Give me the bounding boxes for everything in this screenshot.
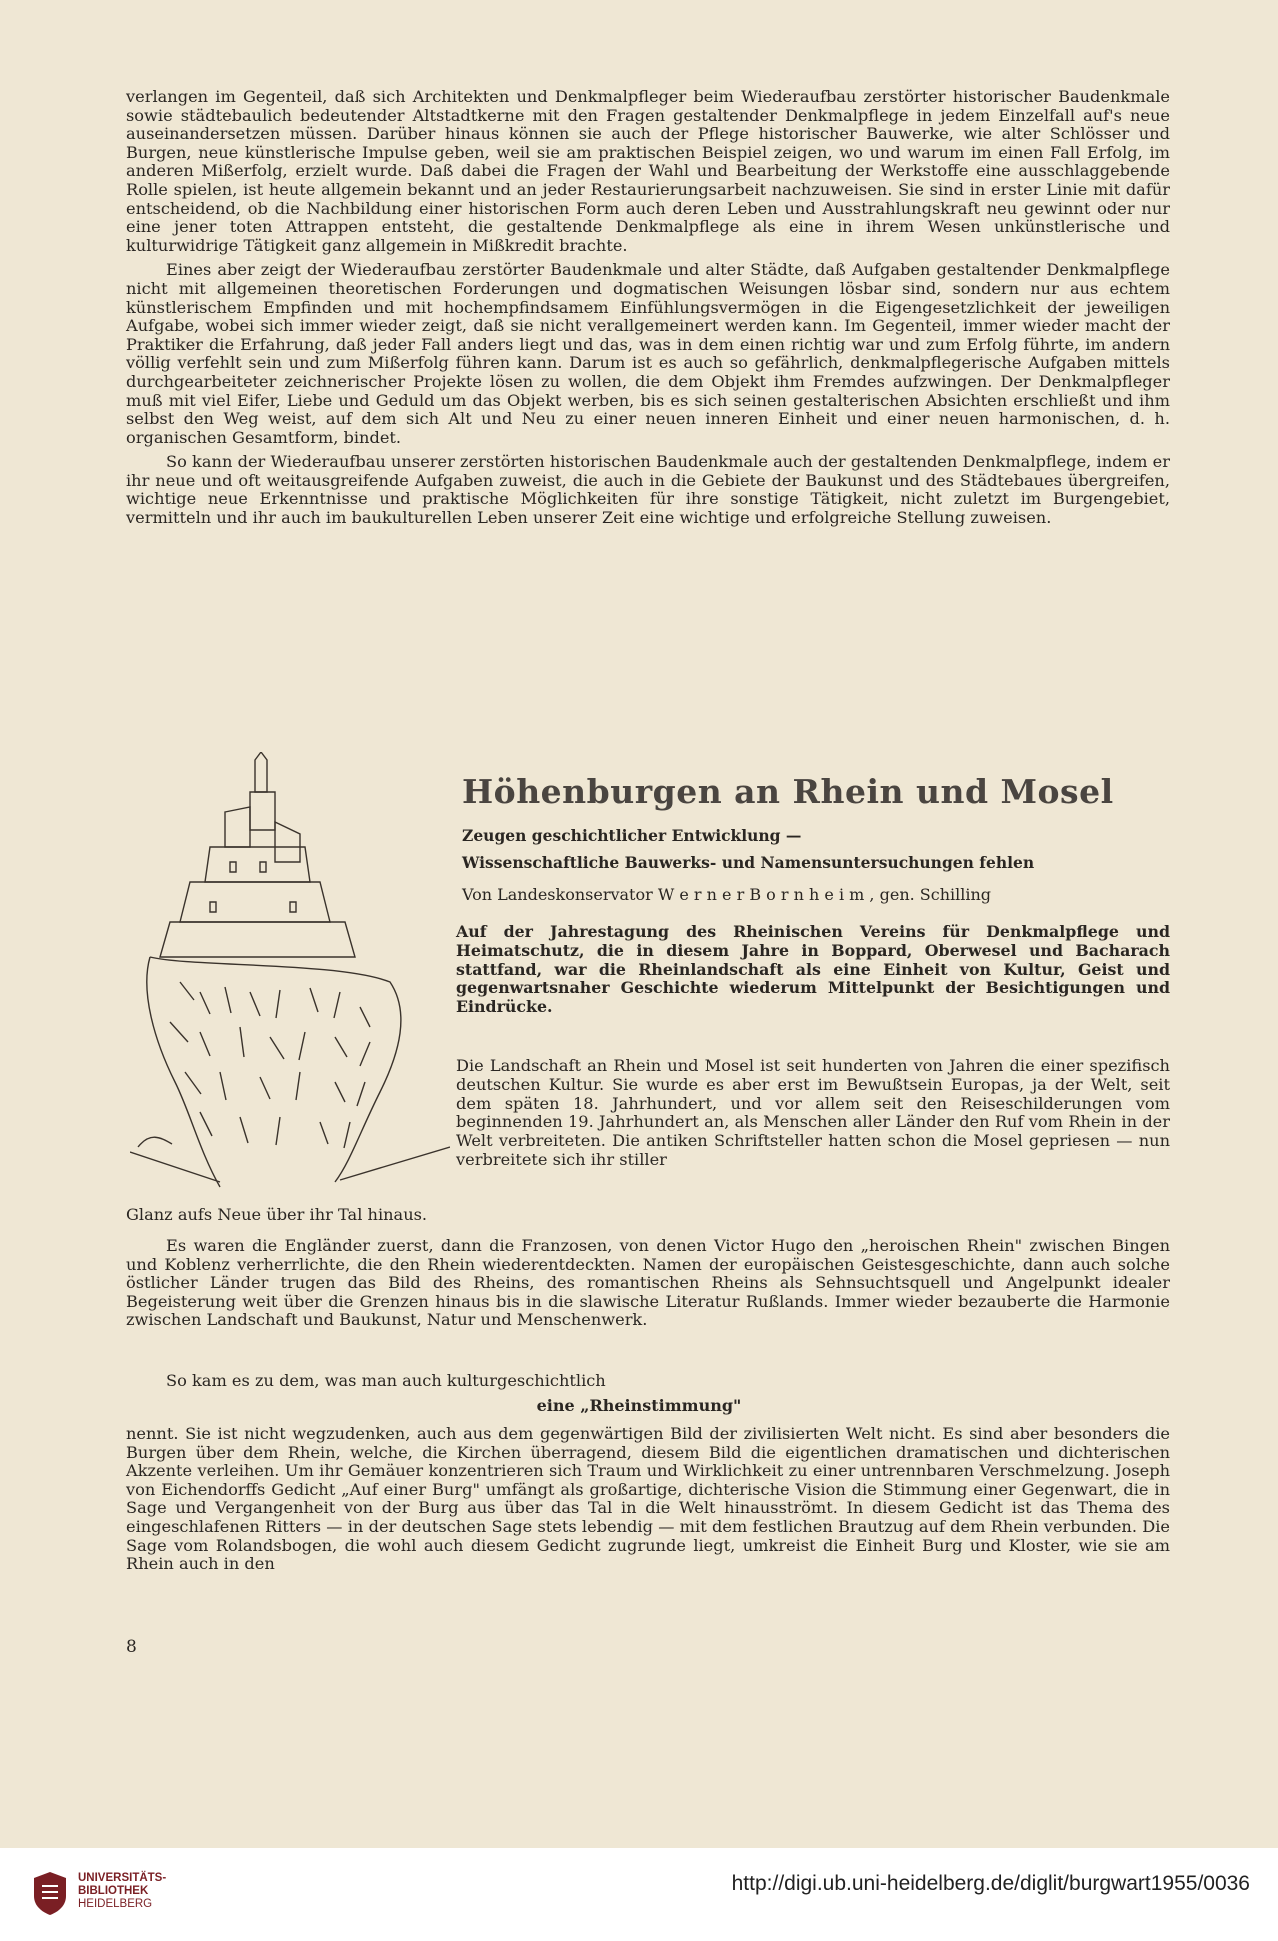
page-url-link[interactable]: http://digi.ub.uni-heidelberg.de/diglit/burgwart1955/0036 [731, 1872, 1250, 1895]
logo-line-1: UNIVERSITÄTS- [78, 1872, 167, 1884]
article-subtitle-1: Zeugen geschichtlicher Entwicklung — [462, 826, 802, 845]
article-lead: Auf der Jahrestagung des Rheinischen Vereins für Denkmalpflege und Heimatschutz, die in diesem Jahre in Boppard, Oberwesel und Bacharach stattfand, war die Rheinlandschaft als eine Einheit von Kultur, Geist und gegenwartsnaher Geschichte wiederum Mittelpunkt der Besichtigungen und Eindrücke. [456, 922, 1170, 1017]
paragraph-englaender: Es waren die Engländer zuerst, dann die Franzosen, von denen Victor Hugo den „heroischen Rhein" zwischen Bingen und Koblenz verherrlichte, die den Rhein wiederentdeckten. Namen der europäischen Geistesgeschichte, dann auch solche östlicher Länder trugen das Bild des Rheins, des romantischen Rheins als Sehnsuchtsquell und Angelpunkt idealer Begeisterung weit über die Grenzen hinaus bis in die slawische Literatur Rußlands. Immer wieder bezauberte die Harmonie zwischen Landschaft und Baukunst, Natur und Menschenwerk. [126, 1236, 1170, 1330]
article-intro: Die Landschaft an Rhein und Mosel ist seit hunderten von Jahren die einer spezifisch deutschen Kultur. Sie wurde es aber erst im Bewußtsein Europas, ja der Welt, seit dem späten 18. Jahrhundert, und vor allem seit den Reiseschilderungen vom beginnenden 19. Jahrhundert an, als Menschen aller Länder den Ruf vom Rhein in der Welt verbreiteten. Die antiken Schriftsteller hatten schon die Mosel gepriesen — nun verbreitete sich ihr stiller [456, 1056, 1170, 1169]
paragraph-3: So kann der Wiederaufbau unserer zerstörten historischen Baudenkmale auch der gestaltenden Denkmalpflege, indem er ihr neue und oft weitausgreifende Aufgaben zuweist, die auch in die Gebiete der Baukunst und des Städtebaues übergreifen, wichtige neue Erkenntnisse und praktische Möglichkeiten für ihre sonstige Tätigkeit, nicht zuletzt im Burgengebiet, vermitteln und ihr auch im baukulturellen Leben unserer Zeit eine wichtige und erfolgreiche Stellung zuweisen. [126, 452, 1170, 528]
logo-line-2: BIBLIOTHEK [78, 1885, 149, 1897]
university-logo-text [78, 1872, 166, 1911]
logo-line-3: HEIDELBERG [78, 1898, 153, 1910]
paragraph-1: verlangen im Gegenteil, daß sich Architekten und Denkmalpfleger beim Wiederaufbau zerstörter historischer Baudenkmale sowie städtebaulich bedeutender Altstadtkerne mit den Fragen gestaltender Denkmalpflege in jedem Einzelfall auf's neue auseinandersetzen müssen. Darüber hinaus können sie auch der Pflege historischer Bauwerke, wie alter Schlösser und Burgen, neue künstlerische Impulse geben, weil sie am praktischen Beispiel zeigen, wo und warum im einen Fall Erfolg, im anderen Mißerfolg, erzielt wurde. Daß dabei die Fragen der Wahl und Bearbeitung der Werkstoffe eine ausschlaggebende Rolle spielen, ist heute allgemein bekannt und an jeder Restaurierungsarbeit nachzuweisen. Sie sind in erster Linie mit dafür entscheidend, ob die Nachbildung einer historischen Form auch deren Leben und Ausstrahlungskraft neu gewinnt oder nur eine jener toten Attrappen entsteht, die gestaltende Denkmalpflege als eine in ihrem Wesen unkünstlerische und kulturwidrige Tätigkeit ganz allgemein in Mißkredit brachte. [126, 87, 1170, 255]
page-number: 8 [126, 1637, 137, 1657]
article-byline: Von Landeskonservator W e r n e r B o r n h e i m , gen. Schilling [462, 885, 992, 904]
body-text-top [126, 88, 1170, 528]
castle-illustration [130, 752, 450, 1202]
paragraph-2: Eines aber zeigt der Wiederaufbau zerstörter Baudenkmale und alter Städte, daß Aufgaben gestaltender Denkmalpflege nicht mit allgemeinen theoretischen Forderungen und dogmatischen Weisungen lösbar sind, sondern nur aus echtem künstlerischem Empfinden und mit hochempfindsamem Einfühlungsvermögen in die Eigengesetzlichkeit der jeweiligen Aufgabe, wobei sich immer wieder zeigt, daß sie nicht verallgemeinert werden kann. Im Gegenteil, immer wieder macht der Praktiker die Erfahrung, daß jeder Fall anders liegt und das, was in dem einen richtig war und zum Erfolg führte, im andern völlig verfehlt sein und zum Mißerfolg führen kann. Darum ist es auch so gefährlich, denkmalpflegerische Aufgaben mittels durchgearbeiteter zeichnerischer Projekte lösen zu wollen, die dem Objekt ihm Fremdes aufzwingen. Der Denkmalpfleger muß mit viel Eifer, Liebe und Geduld um das Objekt werben, bis es sich seinen gestalterischen Absichten erschließt und ihm selbst den Weg weist, auf dem sich Alt und Neu zu einer neuen inneren Einheit und einer neuen harmonischen, d. h. organischen Gesamtform, bindet. [126, 260, 1170, 447]
paragraph-so-kam: So kam es zu dem, was man auch kulturgeschichtlich [166, 1371, 606, 1390]
article-intro-end: Glanz aufs Neue über ihr Tal hinaus. [126, 1205, 428, 1224]
paragraph-nennt: nennt. Sie ist nicht wegzudenken, auch aus dem gegenwärtigen Bild der zivilisierten Welt nicht. Es sind aber besonders die Burgen über dem Rhein, welche, die Kirchen überragend, diesem Bild die eigentlichen dramatischen und dichterischen Akzente verleihen. Um ihr Gemäuer konzentrieren sich Traum und Wirklichkeit zu einer untrennbaren Verschmelzung. Joseph von Eichendorffs Gedicht „Auf einer Burg" umfängt als großartige, dichterische Vision die Stimmung einer Gegenwart, die in Sage und Vergangenheit von der Burg aus über das Tal in die Welt hinausströmt. In diesem Gedicht ist das Thema des eingeschlafenen Ritters — in der deutschen Sage stets lebendig — mit dem festlichen Brautzug auf dem Rhein verbunden. Die Sage vom Rolandsbogen, die wohl auch diesem Gedicht zugrunde liegt, umkreist die Einheit Burg und Kloster, wie sie am Rhein auch in den [126, 1424, 1170, 1574]
university-logo-icon [30, 1870, 70, 1916]
article-title: Höhenburgen an Rhein und Mosel [462, 772, 1114, 811]
article-subtitle-2: Wissenschaftliche Bauwerks- und Namensuntersuchungen fehlen [462, 853, 1035, 872]
viewer-footer [0, 1848, 1278, 1941]
rheinstimmung-heading: eine „Rheinstimmung" [536, 1396, 742, 1415]
